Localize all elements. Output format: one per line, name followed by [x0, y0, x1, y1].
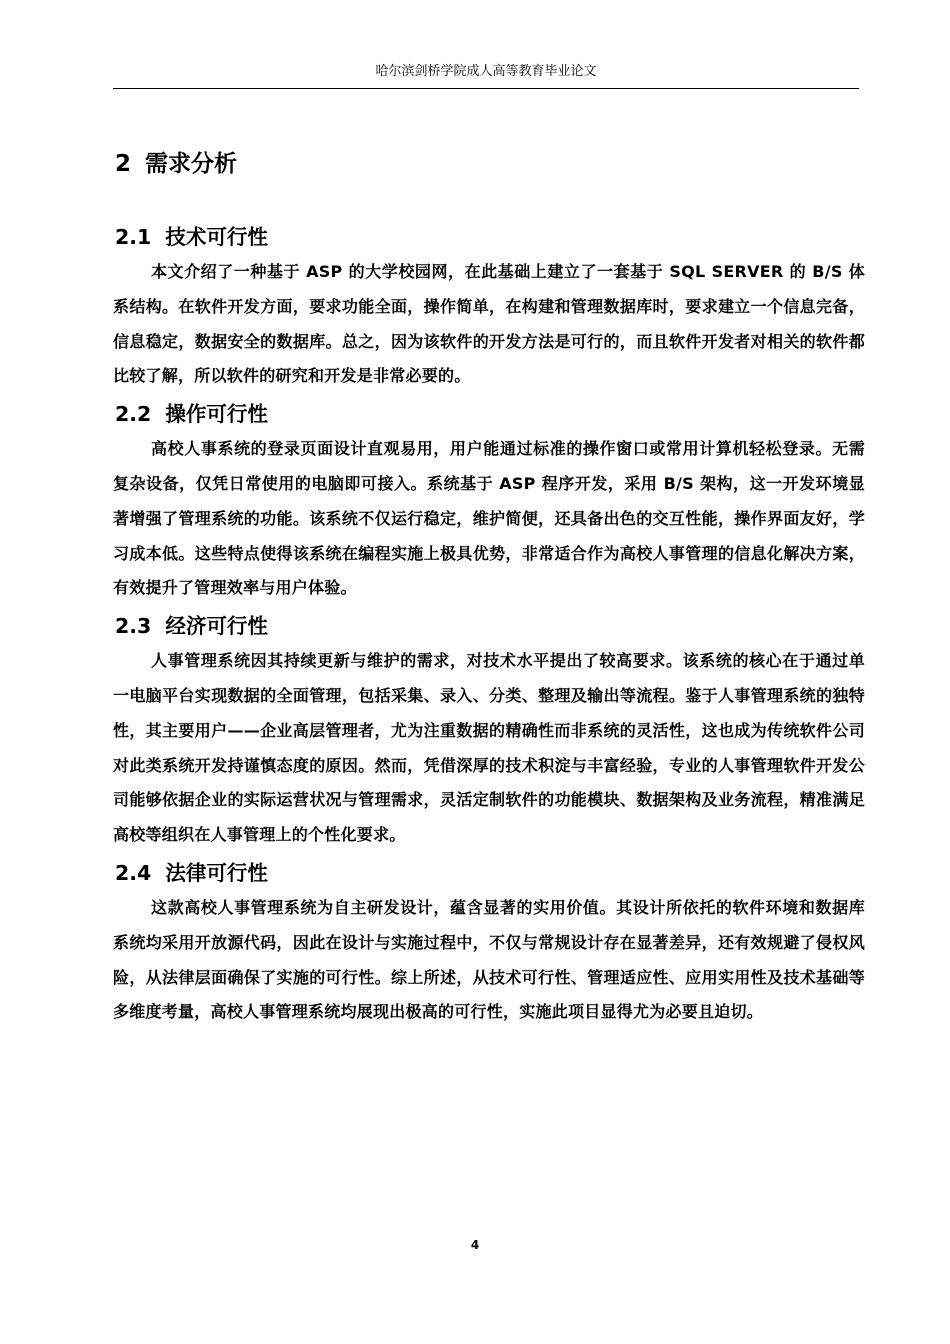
section-title: 技术可行性 — [165, 225, 268, 249]
section-heading — [115, 856, 865, 890]
section-heading — [115, 220, 865, 254]
chapter-title — [115, 146, 865, 182]
section-operational-feasibility — [113, 397, 865, 606]
section-title: 操作可行性 — [165, 402, 268, 427]
section-paragraph: 人事管理系统因其持续更新与维护的需求，对技术水平提出了较高要求。该系统的核心在于通过单一电脑平台实现数据的全面管理，包括采集、录入、分类、整理及输出等流程。鉴于人事管理系统的独特性，其主要用户——企业高层管理者，尤为注重数据的精确性而非系统的灵活性，这也成为传统软件公司对此类系统开发持谨慎态度的原因。然而，凭借深厚的技术积淀与丰富经验，专业的人事管理软件开发公司能够依据企业的实际运营状况与管理需求，灵活定制软件的功能模块、数据架构及业务流程，精准满足高校等组织在人事管理上的个性化要求。 — [113, 651, 865, 845]
section-technical-feasibility — [113, 220, 865, 394]
running-header: 哈尔滨剑桥学院成人高等教育毕业论文 — [375, 64, 597, 79]
section-paragraph: 这款高校人事管理系统为自主研发设计，蕴含显著的实用价值。其设计所依托的软件环境和数据库系统均采用开放源代码，因此在设计与实施过程中，不仅与常规设计存在显著差异，还有效规避了侵权风险，从法律层面确保了实施的可行性。综上所述，从技术可行性、管理适应性、应用实用性及技术基础等多维度考量，高校人事管理系统均展现出极高的可行性，实施此项目显得尤为必要且迫切。 — [113, 897, 865, 1022]
chapter-title-text: 需求分析 — [145, 151, 238, 177]
section-number: 2.1 — [115, 225, 152, 249]
section-heading — [115, 397, 865, 431]
section-number: 2.2 — [115, 402, 152, 427]
section-economic-feasibility — [113, 609, 865, 853]
section-paragraph: 高校人事系统的登录页面设计直观易用，用户能通过标准的操作窗口或常用计算机轻松登录。无需复杂设备，仅凭日常使用的电脑即可接入。系统基于 ASP 程序开发，采用 B/S 架构，这一开发环境显著增强了管理系统的功能。该系统不仅运行稳定，维护简便，还具备出色的交互性能，操作界面友好，学习成本低。这些特点使得该系统在编程实施上极具优势，非常适合作为高校人事管理的信息化解决方案，有效提升了管理效率与用户体验。 — [113, 439, 865, 598]
section-heading — [115, 609, 865, 643]
section-number: 2.4 — [115, 860, 152, 885]
page-number: 4 — [470, 1238, 480, 1252]
section-title: 法律可行性 — [165, 860, 268, 885]
document-body — [113, 146, 865, 1033]
section-paragraph: 本文介绍了一种基于 ASP 的大学校园网，在此基础上建立了一套基于 SQL SERVER 的 B/S 体系结构。在软件开发方面，要求功能全面，操作简单，在构建和管理数据库时，要求建立一个信息完备，信息稳定，数据安全的数据库。总之，因为该软件的开发方法是可行的，而且软件开发者对相关的软件都比较了解，所以软件的研究和开发是非常必要的。 — [113, 262, 865, 386]
section-legal-feasibility — [113, 856, 865, 1030]
header-rule — [113, 88, 859, 89]
chapter-number: 2 — [115, 151, 132, 177]
section-number: 2.3 — [115, 614, 152, 639]
section-title: 经济可行性 — [165, 614, 268, 639]
